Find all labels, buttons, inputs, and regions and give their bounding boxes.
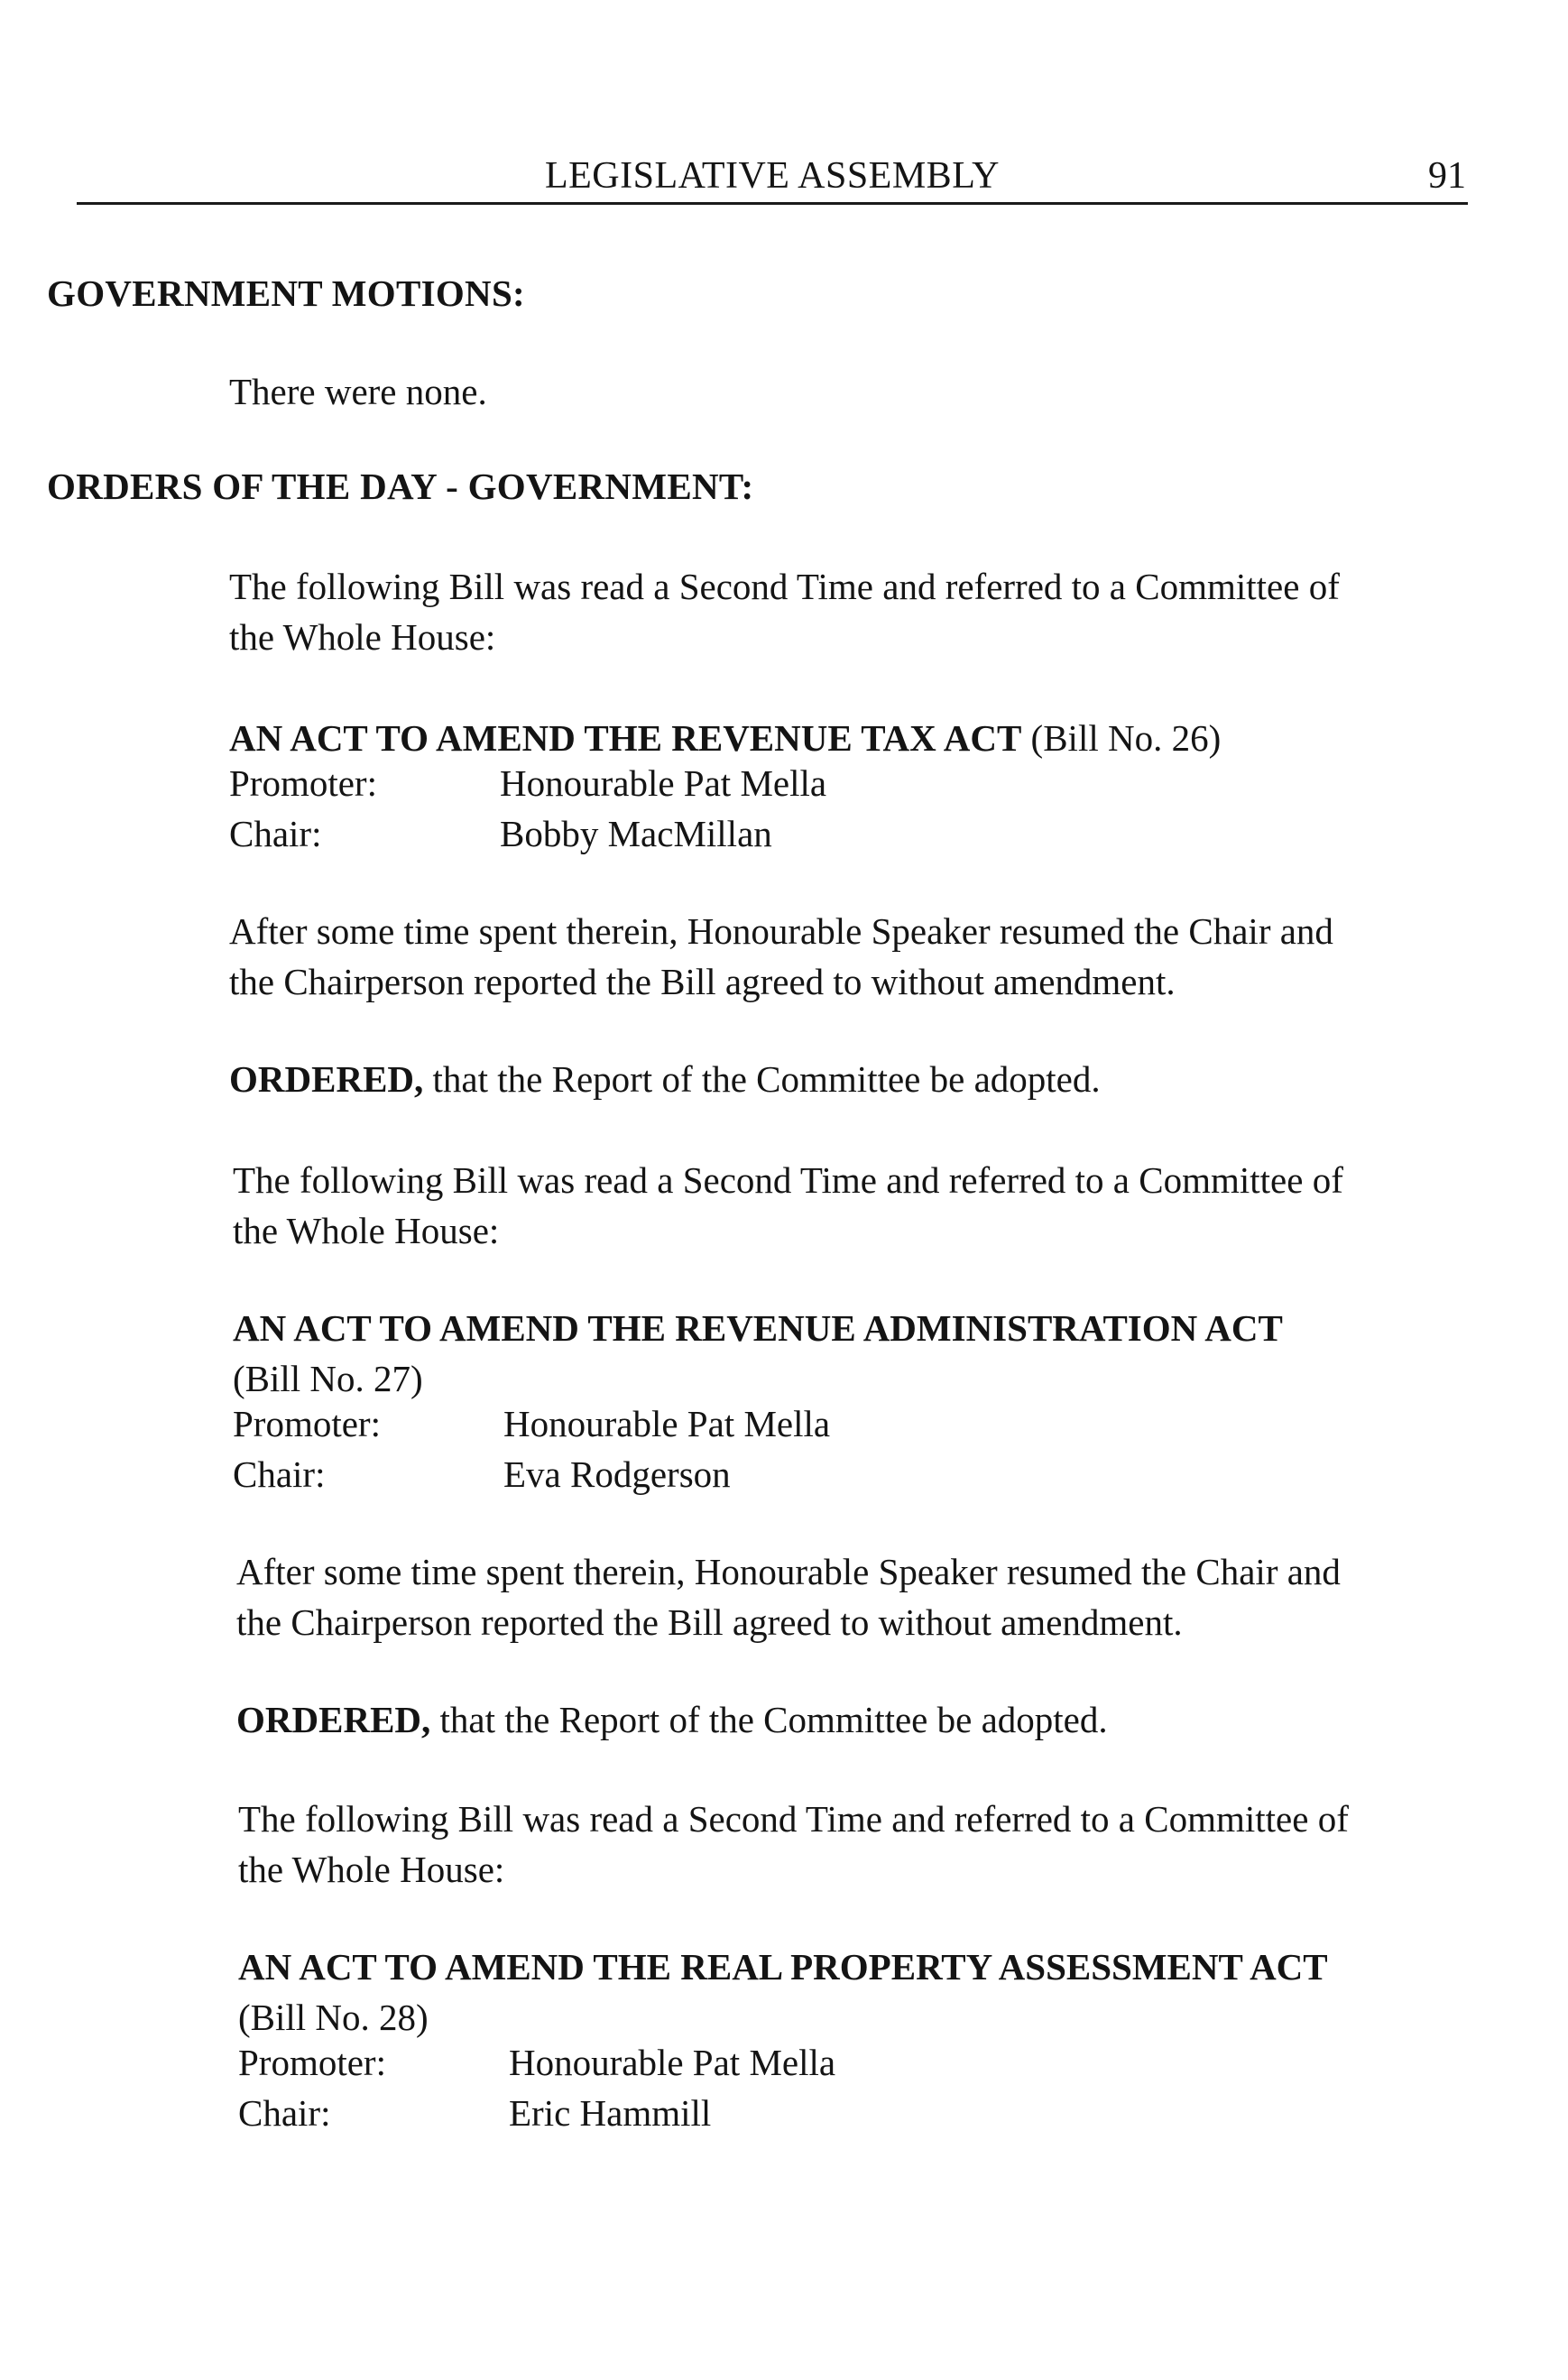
ordered-line	[236, 1694, 1108, 1745]
committee-report-line: the Chairperson reported the Bill agreed to without amendment.	[236, 1601, 1183, 1643]
chair-name: Bobby MacMillan	[500, 813, 772, 854]
government-motions-text: There were none.	[229, 371, 487, 412]
chair-row	[233, 1449, 731, 1499]
running-header	[77, 153, 1468, 205]
ordered-label: ORDERED,	[229, 1058, 424, 1100]
act-name: AN ACT TO AMEND THE REVENUE TAX ACT	[229, 717, 1022, 759]
act-title	[233, 1303, 1283, 1353]
promoter-row	[238, 2037, 835, 2088]
promoter-name: Honourable Pat Mella	[500, 762, 827, 804]
chair-row	[229, 808, 772, 859]
bill-number: (Bill No. 27)	[233, 1358, 423, 1399]
promoter-row	[233, 1398, 830, 1449]
promoter-row	[229, 758, 826, 808]
committee-report-line: the Chairperson reported the Bill agreed to without amendment.	[229, 961, 1176, 1002]
act-name: AN ACT TO AMEND THE REAL PROPERTY ASSESSMENT ACT	[238, 1946, 1328, 1988]
promoter-label: Promoter:	[233, 1403, 381, 1444]
bill-intro-line: the Whole House:	[229, 616, 496, 658]
running-title: LEGISLATIVE ASSEMBLY	[545, 155, 1000, 197]
chair-label: Chair:	[229, 813, 322, 854]
orders-of-the-day-heading: ORDERS OF THE DAY - GOVERNMENT:	[47, 466, 754, 507]
bill-intro-line: The following Bill was read a Second Time and referred to a Committee of	[229, 566, 1340, 607]
promoter-name: Honourable Pat Mella	[503, 1403, 831, 1444]
promoter-label: Promoter:	[238, 2042, 386, 2083]
bill-intro-line: the Whole House:	[238, 1849, 505, 1890]
committee-report-line: After some time spent therein, Honourable Speaker resumed the Chair and	[229, 910, 1333, 952]
bill-intro-line: the Whole House:	[233, 1210, 500, 1251]
page-number: 91	[1428, 155, 1466, 197]
chair-label: Chair:	[233, 1453, 326, 1495]
bill-intro-line: The following Bill was read a Second Time and referred to a Committee of	[233, 1159, 1343, 1201]
act-title	[229, 713, 1221, 763]
government-motions-heading: GOVERNMENT MOTIONS:	[47, 272, 526, 314]
promoter-name: Honourable Pat Mella	[509, 2042, 836, 2083]
ordered-line	[229, 1054, 1101, 1104]
chair-row	[238, 2088, 711, 2138]
chair-name: Eric Hammill	[509, 2092, 712, 2134]
ordered-text: that the Report of the Committee be adopted.	[430, 1699, 1108, 1740]
chair-label: Chair:	[238, 2092, 331, 2134]
promoter-label: Promoter:	[229, 762, 377, 804]
bill-intro-line: The following Bill was read a Second Time and referred to a Committee of	[238, 1798, 1349, 1840]
ordered-text: that the Report of the Committee be adopted.	[423, 1058, 1101, 1100]
bill-number: (Bill No. 26)	[1030, 717, 1222, 759]
ordered-label: ORDERED,	[236, 1699, 431, 1740]
chair-name: Eva Rodgerson	[503, 1453, 731, 1495]
committee-report-line: After some time spent therein, Honourable Speaker resumed the Chair and	[236, 1551, 1341, 1592]
act-name: AN ACT TO AMEND THE REVENUE ADMINISTRATION ACT	[233, 1307, 1283, 1349]
bill-number: (Bill No. 28)	[238, 1997, 429, 2038]
act-title	[238, 1942, 1328, 1992]
